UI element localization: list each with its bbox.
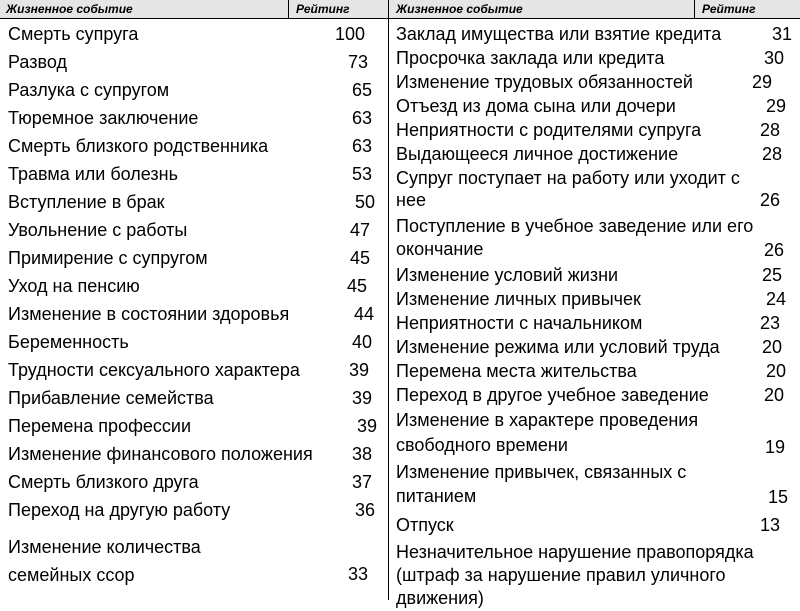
rating-value: 47: [350, 220, 371, 240]
table-row: [8, 359, 380, 381]
rating-value: 30: [764, 48, 785, 68]
rating-value: 39: [349, 360, 370, 380]
table-row: [8, 387, 380, 409]
event-name: Перемена профессии: [8, 416, 192, 436]
event-column-header: Жизненное событие: [6, 2, 133, 16]
event-name: Беременность: [8, 332, 129, 352]
event-name: Отъезд из дома сына или дочери: [396, 96, 676, 116]
rating-value: 13: [760, 515, 781, 535]
rating-column-header: Рейтинг: [702, 2, 756, 16]
rating-value: 100: [335, 24, 366, 44]
table-row: [8, 443, 380, 465]
rating-value: 38: [352, 444, 373, 464]
event-column-header: Жизненное событие: [396, 2, 523, 16]
rating-value: 53: [352, 164, 373, 184]
rating-value: 19: [765, 437, 786, 457]
rating-value: 31: [772, 24, 793, 44]
table-row: [8, 499, 380, 521]
table-row: [396, 360, 794, 382]
rating-value: 26: [764, 240, 785, 260]
table-header-right: [389, 0, 800, 19]
event-name: Поступление в учебное заведение или его окончание: [396, 216, 754, 259]
table-row: [396, 312, 794, 334]
table-header-left: [0, 0, 388, 19]
rating-value: 24: [766, 289, 787, 309]
rating-value: 39: [352, 388, 373, 408]
rating-value: 20: [764, 385, 785, 405]
rating-value: 28: [760, 120, 781, 140]
table-row: [396, 215, 794, 261]
table-row: [8, 415, 380, 437]
table-row: [8, 533, 380, 585]
event-name: Незначительное нарушение правопорядка (штраф за нарушение правил уличного движения): [396, 542, 754, 608]
event-name: Выдающееся личное достижение: [396, 144, 679, 164]
event-name: Изменение условий жизни: [396, 265, 619, 285]
table-row: [396, 288, 794, 310]
event-name: Смерть близкого родственника: [8, 136, 269, 156]
table-row: [396, 336, 794, 358]
table-row: [8, 107, 380, 129]
table-row: [8, 219, 380, 241]
event-name: Травма или болезнь: [8, 164, 178, 184]
rating-value: 45: [347, 276, 368, 296]
event-name: Изменение финансового положения: [8, 444, 313, 464]
rating-value: 63: [352, 108, 373, 128]
rating-value: 20: [766, 361, 787, 381]
event-name: Тюремное заключение: [8, 108, 199, 128]
rating-value: 26: [760, 190, 781, 210]
event-name: Изменение трудовых обязанностей: [396, 72, 693, 92]
table-row: [8, 247, 380, 269]
event-name: Изменение привычек, связанных с питанием: [396, 462, 687, 506]
rating-value: 44: [354, 304, 375, 324]
event-name: Изменение в состоянии здоровья: [8, 304, 290, 324]
table-row: [8, 23, 380, 45]
event-name: Уход на пенсию: [8, 276, 140, 296]
event-name: Переход на другую работу: [8, 500, 231, 520]
table-row: [396, 408, 794, 458]
table-row: [8, 163, 380, 185]
table-row: [396, 95, 794, 117]
rating-value: 25: [762, 265, 783, 285]
rating-value: 28: [762, 144, 783, 164]
event-name: Вступление в брак: [8, 192, 165, 212]
event-name: Супруг поступает на работу или уходит с нее: [396, 168, 740, 210]
event-name: Трудности сексуального характера: [8, 360, 300, 380]
table-row: [396, 264, 794, 286]
event-name: Прибавление семейства: [8, 388, 214, 408]
event-name: Изменение режима или условий труда: [396, 337, 720, 357]
rating-value: 23: [760, 313, 781, 333]
table-row: [8, 303, 380, 325]
event-name: Перемена места жительства: [396, 361, 637, 381]
event-name: Отпуск: [396, 515, 454, 535]
event-name: Изменение в характере проведения свободного времени: [396, 410, 699, 455]
rating-value: 65: [352, 80, 373, 100]
column-divider: [388, 0, 389, 600]
table-row: [396, 119, 794, 141]
table-row: [8, 135, 380, 157]
table-row: [396, 384, 794, 406]
rating-value: 29: [752, 72, 773, 92]
event-name: Увольнение с работы: [8, 220, 188, 240]
table-row: [8, 79, 380, 101]
rating-value: 73: [348, 52, 369, 72]
rating-value: 37: [352, 472, 373, 492]
rating-value: 39: [357, 416, 378, 436]
table-row: [396, 47, 794, 69]
event-name: Смерть близкого друга: [8, 472, 199, 492]
table-row: [396, 514, 794, 536]
event-name: Неприятности с начальником: [396, 313, 643, 333]
table-row: [8, 191, 380, 213]
rating-value: 33: [348, 564, 369, 584]
event-name: Переход в другое учебное заведение: [396, 385, 709, 405]
table-row: [396, 143, 794, 165]
event-name: Примирение с супругом: [8, 248, 208, 268]
rating-value: 45: [350, 248, 371, 268]
event-name: Неприятности с родителями супруга: [396, 120, 702, 140]
header-divider-left: [288, 0, 289, 18]
event-name: Изменение личных привычек: [396, 289, 641, 309]
rating-value: 20: [762, 337, 783, 357]
table-row: [396, 460, 794, 508]
table-row: [8, 331, 380, 353]
event-name: Разлука с супругом: [8, 80, 170, 100]
event-name: Изменение количества семейных ссор: [8, 537, 201, 585]
table-row: [396, 23, 794, 45]
rating-value: 29: [766, 96, 787, 116]
rating-value: 40: [352, 332, 373, 352]
table-row: [8, 471, 380, 493]
rating-value: 50: [355, 192, 376, 212]
table-row: [8, 51, 380, 73]
event-name: Смерть супруга: [8, 24, 139, 44]
rating-column-header: Рейтинг: [296, 2, 350, 16]
rating-value: 63: [352, 136, 373, 156]
header-divider-right: [694, 0, 695, 18]
table-row: [396, 71, 794, 93]
rating-value: 36: [355, 500, 376, 520]
rating-value: 15: [768, 487, 789, 507]
event-name: Заклад имущества или взятие кредита: [396, 24, 722, 44]
table-row: [396, 541, 794, 611]
event-name: Развод: [8, 52, 67, 72]
table-row: [396, 167, 794, 211]
event-name: Просрочка заклада или кредита: [396, 48, 665, 68]
table-row: [8, 275, 380, 297]
